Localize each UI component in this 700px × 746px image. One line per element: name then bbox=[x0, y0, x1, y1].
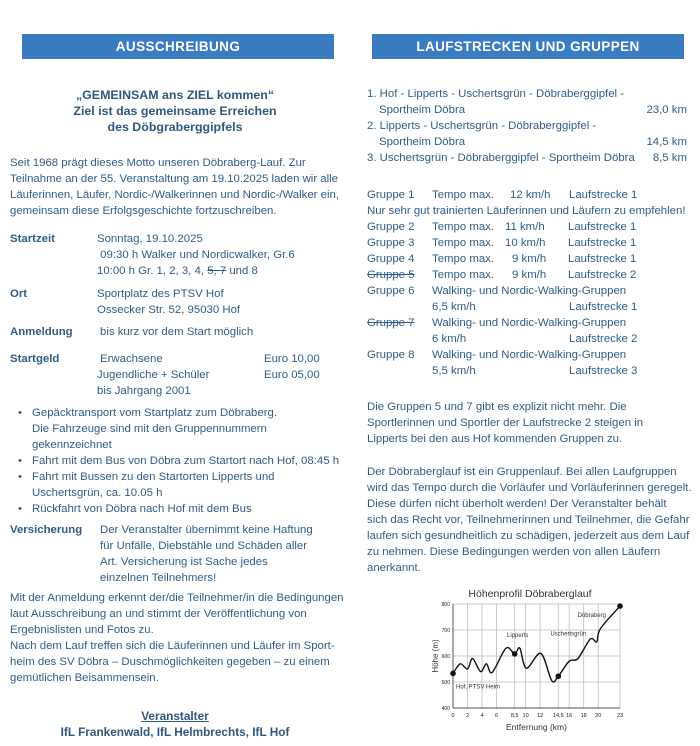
location-marker bbox=[512, 651, 518, 657]
text-line: Sportplatz des PTSV Hof bbox=[97, 288, 224, 300]
group-row bbox=[367, 283, 692, 299]
x-axis-title: Entfernung (km) bbox=[506, 722, 567, 732]
start-groups-text: 10:00 h Gr. 1, 2, 3, 4, bbox=[97, 265, 208, 277]
group-row bbox=[367, 235, 692, 251]
group-route: Laufstrecke 1 bbox=[569, 301, 638, 313]
text-line: gekennzeichnet bbox=[32, 439, 112, 451]
text-line: • Fahrt mit Bussen zu den Startorten Lipperts und bbox=[32, 471, 275, 483]
x-tick-label: 6 bbox=[495, 713, 499, 719]
text-line: Seit 1968 prägt dieses Motto unseren Döbraberg-Lauf. Zur bbox=[10, 157, 306, 169]
text-line: • Rückfahrt von Döbra nach Hof mit dem Bus bbox=[32, 503, 252, 515]
route-item bbox=[367, 150, 687, 166]
x-tick-label: 20 bbox=[595, 713, 602, 719]
group-speed: 6 km/h bbox=[432, 333, 467, 345]
text-line: laut Ausschreibung an und stimmt der Veröffentlichung von bbox=[10, 608, 307, 620]
group-route: Laufstrecke 1 bbox=[569, 189, 638, 201]
y-tick-label: 700 bbox=[441, 628, 450, 634]
text-line: für Unfälle, Diebstähle und Schäden aller bbox=[100, 540, 308, 552]
location-marker bbox=[617, 603, 623, 609]
organizer-names: IfL Frankenwald, IfL Helmbrechts, IfL Hof bbox=[60, 725, 290, 739]
motto-line: des Döbgraberggipfels bbox=[107, 120, 243, 134]
group-name: Gruppe 3 bbox=[367, 237, 415, 249]
text-line: Die Fahrzeuge sind mit den Gruppennummern bbox=[32, 423, 267, 435]
route-distance: 8,5 km bbox=[652, 152, 687, 164]
group-speed: 12 km/h bbox=[510, 189, 551, 201]
text-line: heim des SV Döbra – Duschmöglichkeiten gegeben – zu einem bbox=[10, 656, 330, 668]
ort-label: Ort bbox=[10, 288, 28, 300]
location-marker bbox=[450, 671, 456, 677]
text-line: gemütlichen Beisammensein. bbox=[10, 672, 159, 684]
text-line: einzelnen Teilnehmers! bbox=[100, 572, 217, 584]
text-line: Lipperts bei den aus Hof kommenden Gruppen zu. bbox=[367, 433, 623, 445]
price-row bbox=[97, 351, 327, 367]
text-line: Teilnahme an der 55. Veranstaltung am 19.10.2025 laden wir alle bbox=[10, 173, 339, 185]
text-line: Sportlerinnen und Sportler der Laufstrecke 2 steigen in bbox=[367, 417, 644, 429]
cancelled-groups-note bbox=[367, 399, 697, 447]
x-tick-label: 4 bbox=[480, 713, 484, 719]
location-label: Uschertsgrün bbox=[550, 631, 587, 638]
price-amount: Euro 10,00 bbox=[264, 353, 320, 365]
group-route: Laufstrecke 1 bbox=[568, 221, 637, 233]
text-line: sich das Recht vor, Teilnehmerinnen und Teilnehmer, die Gefahr bbox=[367, 514, 690, 526]
price-amount: Euro 05,00 bbox=[264, 369, 320, 381]
group-row bbox=[367, 219, 692, 235]
text-line: Der Döbraberglauf ist ein Gruppenlauf. Bei allen Laufgruppen bbox=[367, 466, 677, 478]
text-line: wird das Tempo durch die Vorläufer und Vorläuferinnen geregelt. bbox=[367, 482, 692, 494]
group-speed: 10 km/h bbox=[505, 237, 546, 249]
location-label: Döbraberg bbox=[577, 613, 606, 620]
motto bbox=[0, 87, 350, 135]
text-line: laufen sich gesundheitlich zu schädigen, jederzeit aus dem Lauf bbox=[367, 530, 690, 542]
elevation-profile-chart bbox=[420, 580, 640, 746]
text-line: Nach dem Lauf treffen sich die Läuferinnen und Läufer im Sport- bbox=[10, 640, 335, 652]
group-note-text: Nur sehr gut trainierten Läuferinnen und Läufern zu empfehlen! bbox=[367, 205, 686, 217]
text-line: Uschertsgrün, ca. 10.05 h bbox=[32, 487, 163, 499]
route-distance: 23,0 km bbox=[646, 104, 687, 116]
text-line: anerkannt. bbox=[367, 562, 421, 574]
group-name: Gruppe 1 bbox=[367, 189, 415, 201]
group-tempo-label: Tempo max. bbox=[432, 221, 495, 233]
closing-paragraph bbox=[10, 590, 348, 686]
location-label: Hof, PTSV Heim bbox=[456, 684, 501, 691]
intro-paragraph bbox=[10, 155, 348, 219]
route-stations: 3. Uschertsgrün - Döbraberggipfel - Sportheim Döbra bbox=[367, 152, 635, 164]
ort-value bbox=[97, 286, 240, 318]
group-name: Gruppe 6 bbox=[367, 285, 415, 297]
y-tick-label: 500 bbox=[441, 680, 450, 686]
motto-line: Ziel ist das gemeinsame Erreichen bbox=[73, 104, 277, 118]
group-speed: 9 km/h bbox=[512, 253, 547, 265]
startzeit-value bbox=[97, 231, 295, 279]
x-tick-label: 8,5 bbox=[510, 713, 519, 719]
anmeldung-value: bis kurz vor dem Start möglich bbox=[100, 326, 254, 338]
list-item bbox=[18, 453, 348, 469]
price-row bbox=[97, 367, 327, 383]
group-row bbox=[367, 251, 692, 267]
group-tempo-label: Tempo max. bbox=[432, 269, 495, 281]
x-tick-label: 16 bbox=[566, 713, 573, 719]
list-item bbox=[18, 405, 348, 453]
elevation-plot bbox=[420, 580, 640, 746]
group-row-detail bbox=[367, 363, 692, 379]
y-axis-title: Höhe (m) bbox=[431, 639, 440, 673]
group-route: Laufstrecke 3 bbox=[569, 365, 638, 377]
group-route: Laufstrecke 1 bbox=[568, 237, 637, 249]
text-line: Die Gruppen 5 und 7 gibt es explizit nicht mehr. Die bbox=[367, 401, 627, 413]
group-name: Gruppe 4 bbox=[367, 253, 415, 265]
startgeld-value bbox=[97, 351, 327, 399]
text-line: 09:30 h Walker und Nordicwalker, Gr.6 bbox=[97, 249, 295, 261]
route-stations: 2. Lipperts - Uschertsgrün - Döbraberggipfel - bbox=[367, 120, 597, 132]
location-marker bbox=[555, 673, 561, 679]
route-destination: Sportheim Döbra bbox=[379, 104, 466, 116]
location-label: Lipperts bbox=[507, 632, 529, 639]
list-item bbox=[18, 501, 348, 517]
group-route: Laufstrecke 2 bbox=[569, 333, 638, 345]
section-header-laufstrecken: LAUFSTRECKEN UND GRUPPEN bbox=[372, 34, 684, 59]
y-tick-label: 400 bbox=[441, 706, 450, 712]
group-note bbox=[367, 203, 692, 219]
group-speed: 6,5 km/h bbox=[432, 301, 476, 313]
text-line: Ergebnislisten und Fotos zu. bbox=[10, 624, 154, 636]
group-tempo-label: Tempo max. bbox=[432, 253, 495, 265]
organizer-block bbox=[0, 708, 350, 740]
list-item bbox=[18, 469, 348, 501]
text-line: Ossecker Str. 52, 95030 Hof bbox=[97, 304, 241, 316]
group-table bbox=[367, 187, 692, 379]
group-name: Gruppe 8 bbox=[367, 349, 415, 361]
text-line bbox=[97, 263, 295, 279]
x-tick-label: 23 bbox=[616, 713, 624, 719]
price-category: Erwachsene bbox=[100, 353, 163, 365]
group-description: Walking- und Nordic-Walking-Gruppen bbox=[432, 317, 627, 329]
text-line: zu nehmen. Diese Bedingungen werden von allen Läufern bbox=[367, 546, 661, 558]
x-tick-label: 2 bbox=[465, 713, 470, 719]
group-name-cancelled: Gruppe 7 bbox=[367, 317, 415, 329]
y-tick-label: 600 bbox=[441, 654, 450, 660]
startzeit-label: Startzeit bbox=[10, 233, 55, 245]
cancelled-groups: 5, 7 bbox=[207, 265, 227, 277]
x-tick-label: 18 bbox=[580, 713, 587, 719]
anmeldung-label: Anmeldung bbox=[10, 326, 73, 338]
route-distance: 14,5 km bbox=[646, 136, 687, 148]
text-line: • Fahrt mit dem Bus von Döbra zum Startort nach Hof, 08:45 h bbox=[32, 455, 340, 467]
group-route: Laufstrecke 1 bbox=[568, 253, 637, 265]
versicherung-label: Versicherung bbox=[10, 524, 83, 536]
group-description: Walking- und Nordic-Walking-Gruppen bbox=[432, 349, 627, 361]
route-item bbox=[367, 118, 687, 150]
group-row-detail bbox=[367, 331, 692, 347]
chart-title: Höhenprofil Döbraberglauf bbox=[468, 588, 592, 600]
services-list bbox=[18, 405, 348, 517]
versicherung-value bbox=[100, 522, 313, 586]
route-item bbox=[367, 86, 687, 118]
price-category: Jugendliche + Schüler bbox=[97, 369, 210, 381]
group-row bbox=[367, 347, 692, 363]
group-name-cancelled: Gruppe 5 bbox=[367, 269, 415, 281]
text-line: Art. Versicherung ist Sache jedes bbox=[100, 556, 268, 568]
group-row bbox=[367, 267, 692, 283]
price-note: bis Jahrgang 2001 bbox=[97, 385, 191, 397]
motto-line: „GEMEINSAM ans ZIEL kommen“ bbox=[75, 88, 275, 102]
startgeld-label: Startgeld bbox=[10, 353, 60, 365]
group-tempo-label: Tempo max. bbox=[432, 189, 495, 201]
group-row-detail bbox=[367, 299, 692, 315]
group-tempo-label: Tempo max. bbox=[432, 237, 495, 249]
group-name: Gruppe 2 bbox=[367, 221, 415, 233]
y-tick-label: 800 bbox=[441, 602, 450, 608]
text-line: Mit der Anmeldung erkennt der/die Teilnehmer/in die Bedingungen bbox=[10, 592, 344, 604]
group-speed: 5,5 km/h bbox=[432, 365, 476, 377]
text-line: • Gepäcktransport vom Startplatz zum Döbraberg. bbox=[32, 407, 278, 419]
route-list bbox=[367, 86, 687, 166]
text-line: Diese dürfen nicht überholt werden! Der Veranstalter behält bbox=[367, 498, 667, 510]
start-groups-suffix: und 8 bbox=[226, 265, 258, 277]
text-line: Läuferinnen, Läufer, Nordic-/Walkerinnen und Nordic-/Walker ein, bbox=[10, 189, 340, 201]
x-tick-label: 14,5 bbox=[552, 713, 564, 719]
x-tick-label: 12 bbox=[537, 713, 544, 719]
section-header-ausschreibung: AUSSCHREIBUNG bbox=[22, 34, 334, 59]
route-destination: Sportheim Döbra bbox=[379, 136, 466, 148]
text-line: Sonntag, 19.10.2025 bbox=[97, 233, 203, 245]
text-line: gemeinsam diese Erfolgsgeschichte fortzuschreiben. bbox=[10, 205, 277, 217]
group-description: Walking- und Nordic-Walking-Gruppen bbox=[432, 285, 627, 297]
route-stations: 1. Hof - Lipperts - Uschertsgrün - Döbraberggipfel - bbox=[367, 88, 625, 100]
x-tick-label: 0 bbox=[451, 713, 455, 719]
group-speed: 9 km/h bbox=[512, 269, 547, 281]
x-tick-label: 10 bbox=[522, 713, 529, 719]
rules-paragraph bbox=[367, 464, 700, 576]
group-speed: 11 km/h bbox=[505, 221, 545, 233]
group-row bbox=[367, 187, 692, 203]
group-route: Laufstrecke 2 bbox=[568, 269, 637, 281]
text-line: Der Veranstalter übernimmt keine Haftung bbox=[100, 524, 313, 536]
group-row bbox=[367, 315, 692, 331]
organizer-title: Veranstalter bbox=[141, 709, 209, 723]
